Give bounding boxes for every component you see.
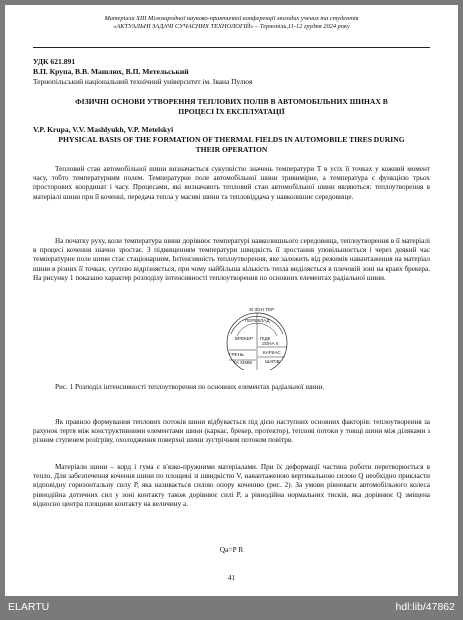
figure-label-ridge: ГРЕНЬ bbox=[229, 352, 244, 357]
header-line-1: Матеріали XIII Міжнародної науково-практичної конференції молодих учених та студентів bbox=[104, 15, 359, 22]
page-number: 41 bbox=[227, 573, 236, 582]
paragraph-2: На початку руху, коли температура шини дорівнює температурі навколишнього середовища, теплоутворення в її матеріалі в процесі кочення значно зростає. З підвищенням температури швидкість її зростання уповільнюється і через деякий час температурне поле шини стає стаціонарним. Інтенсивність теплоутворення, яке залежить від режимів навантаження на матеріал шини в різних її точках, суттєво відрізняється, при чому найбільша кількість тепла виділяється в плечовій зоні на краях брекера. На рисунку 1 показано характер розподілу інтенсивності теплоутворення по основних елементах радіальної шини. bbox=[33, 237, 430, 282]
figure-label-top: ЗІ ЗОН ТЕР bbox=[249, 307, 275, 312]
tire-heat-figure bbox=[207, 300, 307, 370]
figure-label-breaker: БРЕКЕР bbox=[235, 336, 253, 341]
paragraph-4: Матеріали шини – корд і гума є в'язко-пружними матеріалами. При їх деформації частина роботи перетворюється в тепло. Для забезпечення кочення шини по площині зі швидкістю V, навантаженою вертикальною силою Q необхідно прикласти відповідну горизонтальну силу P, яка називається силою опору коченню (рис. 2). За умови рівноваги автомобільного колеса рівнодійна дотичних сил у зоні контакту також дорівнює силі P, а рівнодійна нормальних тисків, яка дорівнює Q зміщена відносно центра площини контакту на величину a. bbox=[33, 463, 430, 508]
paragraph-3: Як правило формування теплових потоків шини відбувається під дією наступних основних факторів: теплоутворення за рахунок тертя між конструктивними елементами шини (каркас, брекер, протектор), теплові потоки у товщі шини між діляками з різним ступенем розігріву, охолодження поверхні шини зустрічним потоком повітря. bbox=[33, 418, 430, 445]
footer-repository-name: ELARTU bbox=[8, 601, 50, 613]
figure-label-sub: ПІДК bbox=[260, 336, 271, 341]
figure-label-chem: ТА ХІМІЕ bbox=[233, 360, 253, 365]
authors-ukrainian: В.П. Крупа, В.В. Машлюх, В.П. Метельський bbox=[33, 67, 189, 76]
paragraph-1: Тепловий стан автомобільної шини визначається сукупністю значень температури Т в усіх її точках у кожний момент часу, тобто температурним полем. Температурне поле автомобільної шини тривимірне, а температура є функцією трьох просторових координат і часу. Процесами, які визначають тепловий стан автомобільної шини являються: теплоутворення в матеріалі шини при її коченні, передача тепла у масиві шини та тепловіддача у навколишнє середовище. bbox=[33, 165, 430, 201]
udk-code: УДК 621.891 bbox=[33, 57, 76, 66]
figure-label-tread: ПЕРЕКЛАД bbox=[245, 318, 270, 323]
university-affiliation: Тернопільський національний технічний університет ім. Івана Пулюя bbox=[33, 77, 253, 86]
figure-caption: Рис. 1 Розподіл інтенсивності теплоутворення по основних елементах радіальної шини. bbox=[55, 383, 325, 391]
header-rule bbox=[33, 47, 430, 48]
figure-label-plies: ШАРІВ bbox=[265, 359, 280, 364]
footer-handle-link[interactable]: hdl:lib/47862 bbox=[395, 601, 455, 613]
title-english: PHYSICAL BASIS OF THE FORMATION OF THERMAL FIELDS IN AUTOMOBILE TIRES DURING THEIR OPERATION bbox=[58, 135, 405, 154]
authors-english: V.P. Krupa, V.V. Mashlyukh, V.P. Metelskyi bbox=[33, 125, 174, 134]
document-page bbox=[5, 5, 458, 596]
figure-label-zone: ЗОНА ІІ bbox=[262, 341, 279, 346]
formula: Qa=P R bbox=[219, 545, 244, 554]
conference-header bbox=[33, 15, 430, 31]
figure-label-carcass: КАРКАС bbox=[263, 350, 281, 355]
header-line-2: «АКТУАЛЬНІ ЗАДАЧІ СУЧАСНИХ ТЕХНОЛОГІЙ» – Тернопіль,11-12 грудня 2024 року bbox=[113, 23, 350, 30]
title-ukrainian: ФІЗИЧНІ ОСНОВИ УТВОРЕННЯ ТЕПЛОВИХ ПОЛІВ В АВТОМОБІЛЬНИХ ШИНАХ В ПРОЦЕСІ ЇХ ЕКСПЛУАТАЦІЇ bbox=[75, 97, 388, 116]
